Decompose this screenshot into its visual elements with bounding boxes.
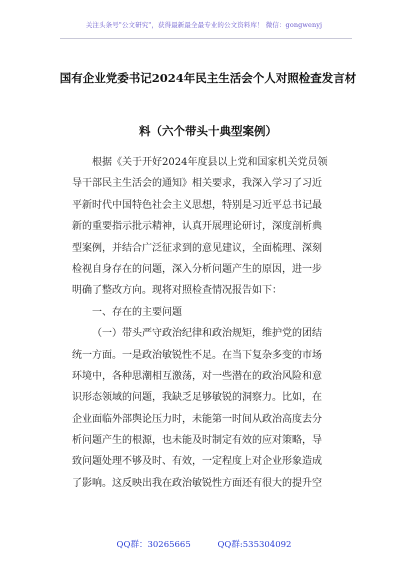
body-line: 了影响。这反映出我在政治敏锐性方面还有很大的提升空 — [72, 477, 322, 489]
document-body — [72, 152, 352, 494]
body-line: 检视自身存在的问题，深入分析问题产生的原因，进一步 — [72, 263, 322, 275]
footer-qq-group-2: QQ群:535304092 — [217, 540, 292, 550]
body-line: 环境中，各种思潮相互激荡，对一些潜在的政治风险和意 — [72, 370, 322, 382]
footer-contact — [0, 538, 408, 550]
body-line: 识形态领域的问题，我缺乏足够敏锐的洞察力。比如，在 — [72, 392, 322, 404]
body-line: 企业面临外部舆论压力时，未能第一时间从政治高度去分 — [72, 413, 322, 425]
body-line: 新的重要指示批示精神，认真开展理论研讨，深度剖析典 — [72, 221, 322, 233]
body-line: 根据《关于开好2024年度县以上党和国家机关党员领 — [92, 157, 328, 168]
body-line: 平新时代中国特色社会主义思想，特别是习近平总书记最 — [72, 199, 322, 211]
body-line: 统一方面。一是政治敏锐性不足。在当下复杂多变的市场 — [72, 349, 322, 361]
document-title-line-1: 国有企业党委书记2024年民主生活会个人对照检查发言材 — [59, 71, 357, 85]
body-line: 析问题产生的根源，也未能及时制定有效的应对策略，导 — [72, 435, 322, 447]
document-title-line-2: 料（六个带头十典型案例） — [139, 124, 277, 138]
body-line: 明确了整改方向。现将对照检查情况报告如下： — [72, 285, 282, 297]
section-heading: 一、存在的主要问题 — [92, 306, 182, 318]
body-line: 致问题处理不够及时、有效，一定程度上对企业形象造成 — [72, 456, 322, 468]
footer-qq-group-1: QQ群：30265665 — [116, 540, 191, 550]
body-line: 导干部民主生活会的通知》相关要求，我深入学习了习近 — [72, 178, 322, 190]
header-notice: 关注头条号"公文研究"，获得最新最全最专业的公文资料库！ 微信：gongwenyj — [85, 21, 323, 29]
body-line: 型案例，并结合广泛征求到的意见建议，全面梳理、深刻 — [72, 242, 322, 254]
subsection-heading: （一）带头严守政治纪律和政治规矩，维护党的团结 — [92, 328, 322, 340]
header-divider — [60, 38, 352, 39]
